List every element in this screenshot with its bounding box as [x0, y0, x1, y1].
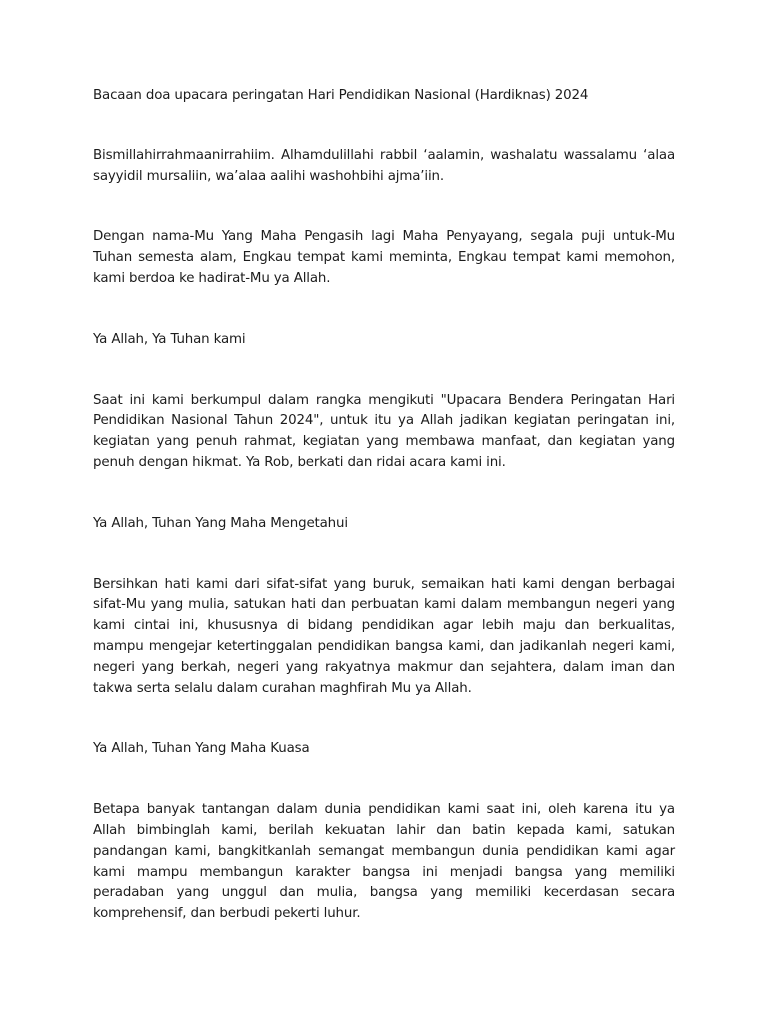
document-page [93, 86, 675, 925]
heading-ya-allah-ya-tuhan-kami: Ya Allah, Ya Tuhan kami [93, 331, 246, 347]
paragraph-ceremony: Saat ini kami berkumpul dalam rangka mengikuti "Upacara Bendera Peringatan Hari Pendidikan Nasional Tahun 2024", untuk itu ya Allah jadikan kegiatan peringatan ini, kegiatan yang penuh rahmat, kegiatan yang membawa manfaat, dan kegiatan yang penuh dengan hikmat. Ya Rob, berkati dan ridai acara kami ini. [93, 392, 675, 470]
heading-maha-kuasa: Ya Allah, Tuhan Yang Maha Kuasa [93, 741, 310, 757]
paragraph-tantangan: Betapa banyak tantangan dalam dunia pendidikan kami saat ini, oleh karena itu ya Allah bimbinglah kami, berilah kekuatan lahir dan batin kepada kami, satukan pandangan kami, bangkitkanlah semangat membangun dunia pendidikan kami agar kami mampu membangun karakter bangsa ini menjadi bangsa yang memiliki peradaban yang unggul dan mulia, bangsa yang memiliki kecerdasan secara komprehensif, dan berbudi pekerti luhur. [93, 802, 675, 922]
paragraph-bersihkan-hati: Bersihkan hati kami dari sifat-sifat yang buruk, semaikan hati kami dengan berbagai sifat-Mu yang mulia, satukan hati dan perbuatan kami dalam membangun negeri yang kami cintai ini, khususnya di bidang pendidikan agar lebih maju dan berkualitas, mampu mengejar ketertinggalan pendidikan bangsa kami, dan jadikanlah negeri kami, negeri yang berkah, negeri yang rakyatnya makmur dan sejahtera, dalam iman dan takwa serta selalu dalam curahan maghfirah Mu ya Allah. [93, 576, 675, 696]
document-title: Bacaan doa upacara peringatan Hari Pendidikan Nasional (Hardiknas) 2024 [93, 88, 589, 103]
paragraph-invocation: Dengan nama-Mu Yang Maha Pengasih lagi Maha Penyayang, segala puji untuk-Mu Tuhan semesta alam, Engkau tempat kami meminta, Engkau tempat kami memohon, kami berdoa ke hadirat-Mu ya Allah. [93, 229, 675, 286]
heading-maha-mengetahui: Ya Allah, Tuhan Yang Maha Mengetahui [93, 515, 348, 531]
paragraph-opening: Bismillahirrahmaanirrahiim. Alhamdulillahi rabbil ‘aalamin, washalatu wassalamu ‘alaa sayyidil mursaliin, wa’alaa aalihi washohbihi ajma’iin. [93, 147, 675, 184]
